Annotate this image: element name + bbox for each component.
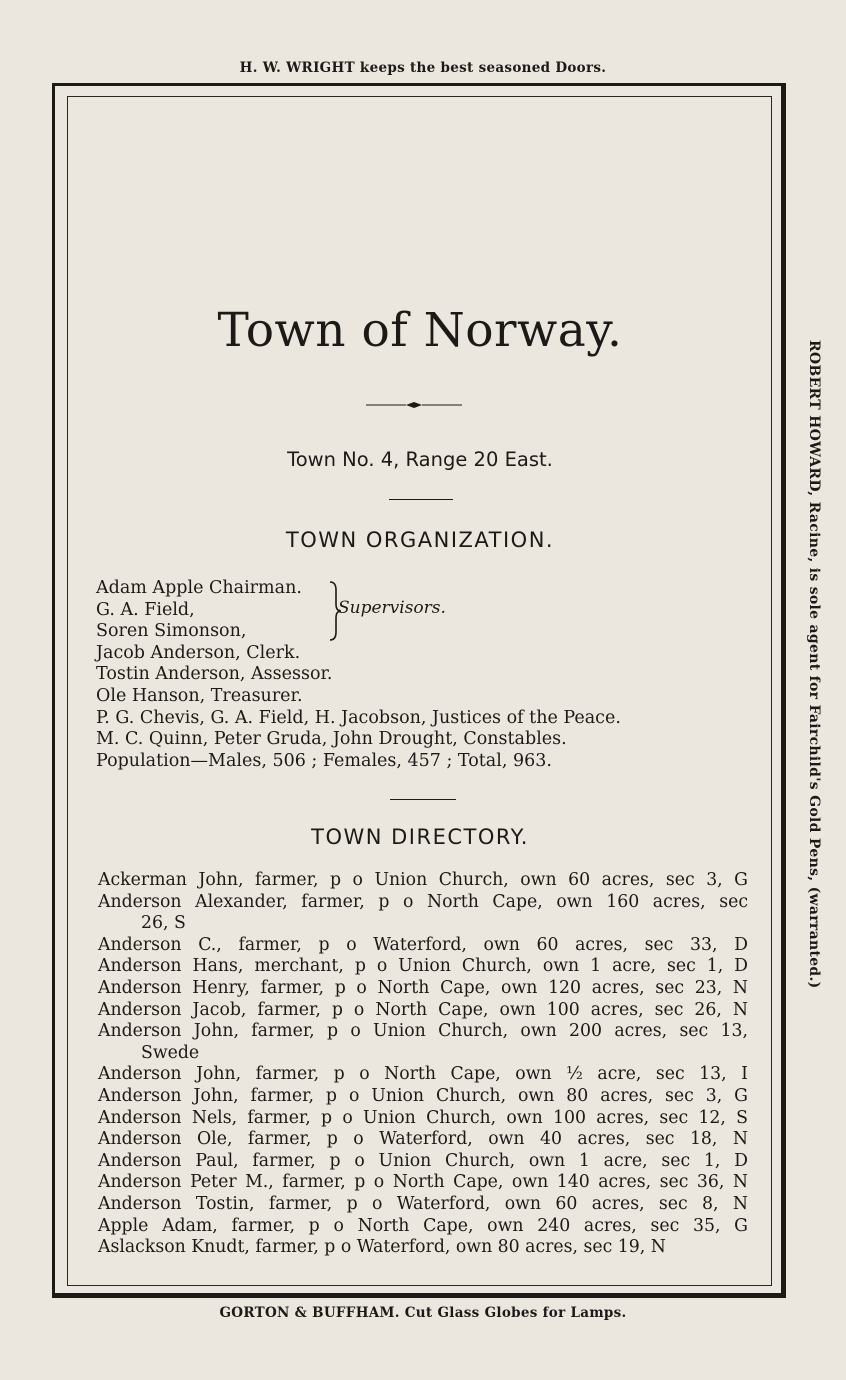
org-line: Population—Males, 506 ; Females, 457 ; Total, 963. xyxy=(96,750,552,771)
directory-entry: Anderson Paul, farmer, p o Union Church, own 1 acre, sec 1, D xyxy=(98,1150,748,1171)
top-advertisement: H. W. WRIGHT keeps the best seasoned Doors. xyxy=(239,60,607,76)
ornament-divider xyxy=(366,398,462,412)
bottom-advertisement: GORTON & BUFFHAM. Cut Glass Globes for Lamps. xyxy=(219,1305,627,1321)
directory-entry-continuation: 26, S xyxy=(141,913,186,934)
organization-list xyxy=(96,578,736,772)
directory-entry: Anderson John, farmer, p o Union Church, own 200 acres, sec 13, xyxy=(98,1021,748,1042)
section-rule xyxy=(389,499,453,500)
township-range: Town No. 4, Range 20 East. xyxy=(287,448,553,471)
directory-entry: Ackerman John, farmer, p o Union Church, own 60 acres, sec 3, G xyxy=(98,870,748,890)
directory-entry: Anderson John, farmer, p o North Cape, own ½ acre, sec 13, I xyxy=(98,1064,748,1085)
directory-entry: Anderson Henry, farmer, p o North Cape, own 120 acres, sec 23, N xyxy=(98,977,748,998)
side-advertisement: ROBERT HOWARD, Racine, is sole agent for Fairchild's Gold Pens, (warranted.) xyxy=(806,340,822,989)
org-line: Tostin Anderson, Assessor. xyxy=(96,664,333,685)
directory-entry: Aslackson Knudt, farmer, p o Waterford, own 80 acres, sec 19, N xyxy=(98,1237,666,1258)
organization-heading: TOWN ORGANIZATION. xyxy=(285,528,555,552)
directory-entry: Anderson Jacob, farmer, p o North Cape, own 100 acres, sec 26, N xyxy=(98,999,748,1020)
org-line: Jacob Anderson, Clerk. xyxy=(96,642,301,663)
directory-entry: Apple Adam, farmer, p o North Cape, own 240 acres, sec 35, G xyxy=(98,1215,748,1236)
supervisors-label: Supervisors. xyxy=(338,598,446,618)
section-rule xyxy=(390,799,456,800)
directory-entry: Anderson Alexander, farmer, p o North Cape, own 160 acres, sec xyxy=(98,891,748,912)
directory-entry: Anderson Nels, farmer, p o Union Church, own 100 acres, sec 12, S xyxy=(98,1107,748,1128)
directory-heading: TOWN DIRECTORY. xyxy=(311,825,529,849)
directory-entry: Anderson Tostin, farmer, p o Waterford, own 60 acres, sec 8, N xyxy=(98,1193,748,1214)
directory-entry-continuation: Swede xyxy=(141,1042,200,1063)
directory-list xyxy=(98,870,748,1259)
directory-entry: Anderson Peter M., farmer, p o North Cape, own 140 acres, sec 36, N xyxy=(98,1172,748,1193)
directory-entry: Anderson Hans, merchant, p o Union Church, own 1 acre, sec 1, D xyxy=(98,956,748,977)
org-line: Adam Apple Chairman. xyxy=(96,578,302,598)
org-line: Ole Hanson, Treasurer. xyxy=(96,685,303,706)
directory-entry: Anderson C., farmer, p o Waterford, own 60 acres, sec 33, D xyxy=(98,934,748,955)
supervisors-group xyxy=(328,578,468,643)
org-line: P. G. Chevis, G. A. Field, H. Jacobson, Justices of the Peace. xyxy=(96,707,621,728)
directory-entry: Anderson Ole, farmer, p o Waterford, own 40 acres, sec 18, N xyxy=(98,1129,748,1150)
org-line: M. C. Quinn, Peter Gruda, John Drought, Constables. xyxy=(96,729,567,750)
org-line: G. A. Field, xyxy=(96,599,195,620)
org-line: Soren Simonson, xyxy=(96,621,247,642)
directory-entry: Anderson John, farmer, p o Union Church, own 80 acres, sec 3, G xyxy=(98,1085,748,1106)
page-title: Town of Norway. xyxy=(217,303,623,358)
